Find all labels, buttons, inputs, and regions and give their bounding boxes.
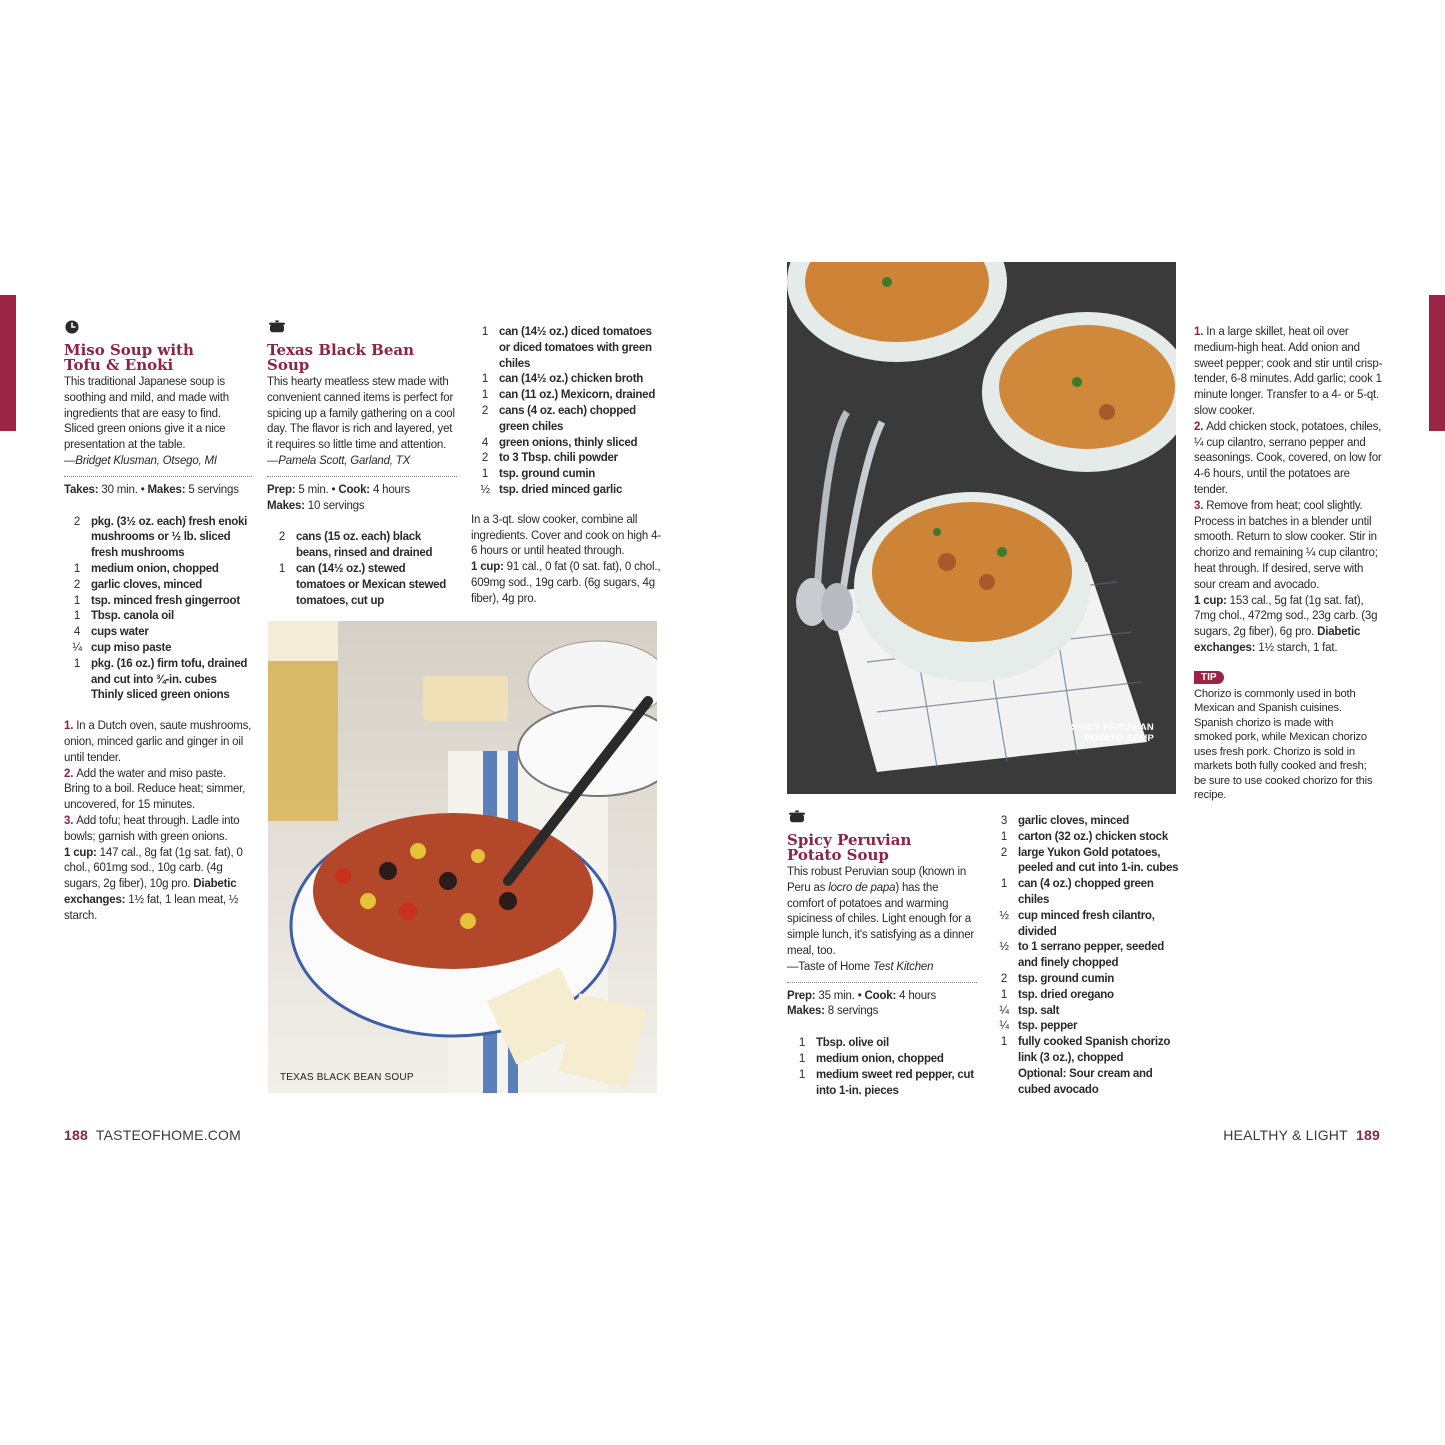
ingredient-quantity: 2: [278, 531, 286, 544]
step-number: 3.: [1194, 499, 1207, 512]
ingredient-quantity: [990, 1067, 1018, 1099]
ingredient-row: [63, 609, 252, 625]
slow-cooker-icon: [267, 320, 287, 334]
ingredient-text: tsp. ground cumin: [499, 468, 596, 481]
peruvian-ingredients-a: [788, 1036, 977, 1099]
ingredient-quantity: ½: [999, 941, 1009, 954]
texas-timing: Prep: 5 min. • Cook: 4 hours Makes: 10 servings: [267, 483, 410, 512]
ingredient-row: [471, 467, 661, 483]
divider: [267, 476, 457, 477]
ingredient-quantity: 2: [1000, 846, 1008, 859]
ingredient-text: can (4 oz.) chopped green chiles: [1018, 878, 1154, 906]
ingredient-quantity: ¼: [999, 1020, 1009, 1033]
peruvian-intro: This robust Peruvian soup (known in Peru as locro de papa) has the comfort of potatoes and warming spiciness of chiles. Light enough for a simple lunch, it's satisfying as a dinner meal, too.: [787, 866, 975, 957]
tip-text: Chorizo is commonly used in both Mexican and Spanish cuisines. Spanish chorizo is made with smoked pork, while Mexican chorizo uses fresh pork. Chorizo is sold in markets both fully cooked and fresh; be sure to use cooked chorizo for this recipe.: [1194, 687, 1373, 802]
footer-site: TASTEOFHOME.COM: [95, 1127, 241, 1143]
ingredient-text: tsp. ground cumin: [1018, 972, 1115, 985]
soup-bowls-illustration: [787, 262, 1176, 794]
tip-box: [1194, 667, 1384, 803]
miso-steps: [64, 719, 252, 845]
miso-byline: —Bridget Klusman, Otsego, MI: [64, 454, 217, 467]
ingredient-row: [471, 325, 661, 372]
peruvian-recipe: [787, 810, 977, 1099]
texas-photo-caption: TEXAS BLACK BEAN SOUP: [280, 1072, 414, 1083]
texas-recipe-continued: [471, 325, 661, 608]
ingredient-text: tsp. dried oregano: [1018, 988, 1114, 1001]
ingredient-quantity: 1: [1000, 988, 1008, 1001]
ingredient-text: can (14½ oz.) chicken broth: [499, 373, 644, 386]
step: [1194, 499, 1384, 594]
ingredient-text: cans (4 oz. each) chopped green chiles: [499, 404, 636, 433]
ingredient-text: carton (32 oz.) chicken stock: [1018, 830, 1168, 843]
texas-ingredients-a: [268, 530, 457, 609]
ingredient-text: Tbsp. olive oil: [816, 1037, 889, 1050]
ingredient-quantity: 4: [481, 436, 489, 449]
ingredient-text: can (11 oz.) Mexicorn, drained: [499, 389, 656, 402]
footer-right: [1223, 1127, 1380, 1143]
ingredient-row: [63, 641, 252, 657]
ingredient-row: [471, 372, 661, 388]
right-edge-tab: [1429, 295, 1445, 431]
ingredient-text: tsp. minced fresh gingerroot: [91, 594, 240, 607]
ingredient-quantity: ¼: [999, 1004, 1009, 1017]
ingredient-text: cup miso paste: [91, 641, 172, 654]
ingredient-quantity: 1: [1000, 1036, 1008, 1049]
miso-title: [64, 343, 252, 373]
ingredient-quantity: 1: [481, 373, 489, 386]
ingredient-quantity: ½: [999, 909, 1009, 922]
ingredient-row: [990, 1067, 1180, 1099]
texas-intro: This hearty meatless stew made with convenient canned items is perfect for spicing up a family gathering on a cool day. The flavor is rich and layered, yet it requires so little time and attention.: [267, 376, 455, 452]
step: [64, 767, 252, 814]
ingredient-text: to 1 serrano pepper, seeded and finely chopped: [1018, 941, 1165, 970]
ingredient-row: [63, 657, 252, 689]
ingredient-quantity: [63, 688, 91, 704]
miso-title-line2: Tofu & Enoki: [64, 356, 174, 374]
ingredient-quantity: 1: [1000, 830, 1008, 843]
step-number: 1.: [1194, 326, 1207, 338]
ingredient-text: garlic cloves, minced: [91, 578, 203, 591]
ingredient-quantity: 4: [73, 626, 81, 639]
spicy-peruvian-potato-soup-photo: [787, 262, 1176, 794]
ingredient-quantity: 2: [1000, 972, 1008, 985]
ingredient-row: [990, 846, 1180, 878]
page-number-right: 189: [1356, 1127, 1380, 1143]
peruvian-nutrition: 1 cup: 153 cal., 5g fat (1g sat. fat), 7mg chol., 472mg sod., 23g carb. (3g sugars, 2g fiber), 6g pro. Diabetic exchanges: 1½ starch, 1 fat.: [1194, 594, 1378, 654]
texas-method: In a 3-qt. slow cooker, combine all ingredients. Cover and cook on high 4-6 hours or until heated through.: [471, 513, 661, 558]
ingredient-row: [471, 404, 661, 436]
ingredient-quantity: 2: [481, 404, 489, 417]
ingredient-text: medium sweet red pepper, cut into 1-in. pieces: [816, 1068, 974, 1097]
ingredient-quantity: 1: [278, 562, 286, 575]
page-number-left: 188: [64, 1127, 88, 1143]
peruvian-timing: Prep: 35 min. • Cook: 4 hours Makes: 8 servings: [787, 989, 937, 1018]
miso-recipe: [64, 320, 252, 925]
peruvian-recipe-continued: [990, 814, 1180, 1098]
miso-nutrition: 1 cup: 147 cal., 8g fat (1g sat. fat), 0 chol., 601mg sod., 10g carb. (4g sugars, 2g fiber), 10g pro. Diabetic exchanges: 1½ fat, 1 lean meat, ½ starch.: [64, 846, 243, 922]
ingredient-text: to 3 Tbsp. chili powder: [499, 452, 618, 465]
ingredient-text: garlic cloves, minced: [1018, 815, 1130, 827]
step-text: Add tofu; heat through. Ladle into bowls; garnish with green onions.: [64, 814, 240, 843]
ingredient-text: medium onion, chopped: [91, 562, 219, 575]
step-text: Remove from heat; cool slightly. Process in batches in a blender until smooth. Return to slow cooker. Stir in chorizo and remaining ¼ cup cilantro; heat through. If desired, serve with sour cream and avocado.: [1194, 499, 1378, 591]
ingredient-quantity: 1: [73, 610, 81, 623]
texas-title: Texas Black Bean Soup: [267, 341, 415, 374]
ingredient-row: [63, 515, 252, 562]
peruvian-method: [1194, 325, 1384, 803]
ingredient-text: cans (15 oz. each) black beans, rinsed and drained: [296, 531, 433, 560]
ingredient-row: [990, 877, 1180, 909]
miso-ingredients: [63, 515, 252, 705]
ingredient-text: Tbsp. canola oil: [91, 610, 174, 623]
ingredient-text: Optional: Sour cream and cubed avocado: [1018, 1067, 1153, 1096]
step-number: 3.: [64, 814, 77, 827]
ingredient-quantity: 2: [481, 452, 489, 465]
ingredient-quantity: ½: [480, 483, 490, 496]
ingredient-row: [990, 988, 1180, 1004]
ingredient-text: tsp. salt: [1018, 1004, 1060, 1017]
soup-bowl-illustration: [268, 621, 657, 1093]
ingredient-row: [990, 1035, 1180, 1067]
miso-title-line1: Miso Soup with: [64, 341, 194, 359]
ingredient-row: [63, 594, 252, 610]
ingredient-row: [268, 562, 457, 609]
ingredient-text: pkg. (16 oz.) firm tofu, drained and cut into ¾-in. cubes: [91, 657, 248, 686]
ingredient-text: pkg. (3½ oz. each) fresh enoki mushrooms or ½ lb. sliced fresh mushrooms: [91, 515, 248, 560]
ingredient-quantity: 1: [73, 594, 81, 607]
ingredient-text: Thinly sliced green onions: [91, 689, 230, 702]
miso-timing: Takes: 30 min. • Makes: 5 servings: [64, 483, 239, 496]
step-text: In a large skillet, heat oil over medium-high heat. Add onion and sweet pepper; cook and stir until crisp-tender, 6-8 minutes. Add garlic; cook 1 minute longer. Transfer to a 4- or 5-qt. slow cooker.: [1194, 326, 1383, 417]
peruvian-steps: [1194, 325, 1384, 594]
step-number: 2.: [64, 767, 77, 780]
ingredient-quantity: 1: [798, 1052, 806, 1065]
ingredient-text: medium onion, chopped: [816, 1052, 944, 1065]
ingredient-row: [268, 530, 457, 562]
ingredient-quantity: 3: [1000, 815, 1008, 827]
ingredient-row: [990, 1019, 1180, 1035]
ingredient-quantity: 2: [73, 578, 81, 591]
ingredient-text: can (14½ oz.) stewed tomatoes or Mexican stewed tomatoes, cut up: [296, 562, 447, 607]
ingredient-row: [63, 625, 252, 641]
ingredient-row: [63, 578, 252, 594]
texas-nutrition: 1 cup: 91 cal., 0 fat (0 sat. fat), 0 chol., 609mg sod., 19g carb. (6g sugars, 4g fiber), 4g pro.: [471, 561, 661, 605]
left-edge-tab: [0, 295, 16, 431]
ingredient-quantity: 2: [73, 515, 81, 528]
ingredient-quantity: 1: [1000, 878, 1008, 891]
peruvian-title: Spicy Peruvian Potato Soup: [787, 831, 912, 864]
ingredient-row: [788, 1052, 977, 1068]
footer-section: HEALTHY & LIGHT: [1223, 1127, 1348, 1143]
ingredient-quantity: 1: [798, 1037, 806, 1050]
step: [1194, 420, 1384, 499]
texas-recipe: [267, 320, 457, 609]
peruvian-byline: —Taste of Home Test Kitchen: [787, 960, 934, 973]
ingredient-quantity: 1: [481, 326, 489, 338]
clock-icon: [64, 320, 80, 334]
divider: [64, 476, 252, 477]
ingredient-row: [471, 436, 661, 452]
ingredient-quantity: 1: [481, 389, 489, 402]
step-text: Add chicken stock, potatoes, chiles, ¼ cup cilantro, serrano pepper and seasonings. Cook, covered, on low for 4-6 hours, until the potatoes are tender.: [1194, 420, 1382, 496]
ingredient-row: [471, 451, 661, 467]
slow-cooker-icon: [787, 810, 807, 824]
texas-byline: —Pamela Scott, Garland, TX: [267, 454, 411, 467]
peruvian-ingredients-b: [990, 814, 1180, 1098]
ingredient-quantity: 1: [73, 562, 81, 575]
peruvian-photo-caption: SPICY PERUVIAN POTATO SOUP: [1071, 722, 1154, 744]
step-number: 1.: [64, 720, 77, 733]
ingredient-quantity: ¼: [72, 641, 82, 654]
ingredient-text: cup minced fresh cilantro, divided: [1018, 909, 1155, 938]
ingredient-row: [990, 1004, 1180, 1020]
ingredient-text: fully cooked Spanish chorizo link (3 oz.), chopped: [1018, 1036, 1171, 1064]
ingredient-text: tsp. pepper: [1018, 1020, 1078, 1033]
tip-badge: TIP: [1194, 671, 1224, 684]
ingredient-row: [471, 483, 661, 499]
ingredient-text: tsp. dried minced garlic: [499, 483, 623, 496]
ingredient-row: [788, 1068, 977, 1100]
ingredient-quantity: 1: [798, 1068, 806, 1081]
ingredient-row: [990, 972, 1180, 988]
ingredient-text: can (14½ oz.) diced tomatoes or diced tomatoes with green chiles: [499, 326, 652, 370]
ingredient-row: [990, 830, 1180, 846]
ingredient-quantity: 1: [73, 657, 81, 670]
ingredient-row: [990, 814, 1180, 830]
step-text: Add the water and miso paste. Bring to a boil. Reduce heat; simmer, uncovered, for 15 minutes.: [64, 767, 246, 812]
texas-black-bean-soup-photo: [268, 621, 657, 1093]
ingredient-row: [788, 1036, 977, 1052]
texas-ingredients-b: [471, 325, 661, 499]
step-number: 2.: [1194, 420, 1207, 433]
ingredient-quantity: 1: [481, 468, 489, 481]
ingredient-row: [990, 909, 1180, 941]
ingredient-text: large Yukon Gold potatoes, peeled and cut into 1-in. cubes: [1018, 846, 1179, 875]
step: [64, 719, 252, 766]
footer-left: [64, 1127, 241, 1143]
ingredient-row: [471, 388, 661, 404]
ingredient-row: [990, 940, 1180, 972]
ingredient-row: [63, 562, 252, 578]
ingredient-text: green onions, thinly sliced: [499, 436, 638, 449]
step-text: In a Dutch oven, saute mushrooms, onion, minced garlic and ginger in oil until tender.: [64, 720, 252, 764]
miso-intro: This traditional Japanese soup is soothing and mild, and made with ingredients that are easy to find. Sliced green onions give it a nice presentation at the table.: [64, 376, 229, 452]
step: [64, 814, 252, 846]
ingredient-row: [63, 688, 252, 704]
divider: [787, 982, 977, 983]
step: [1194, 325, 1384, 420]
ingredient-text: cups water: [91, 626, 149, 639]
